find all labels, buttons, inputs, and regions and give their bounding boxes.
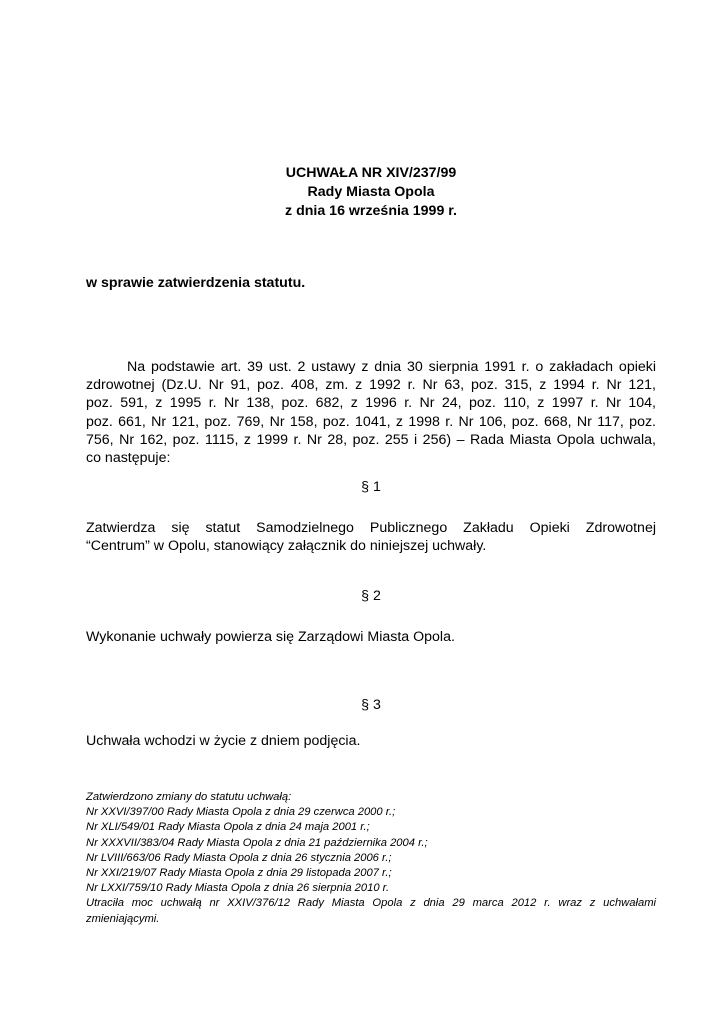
paragraph-1-line: Zatwierdza się statut Samodzielnego Publicznego Zakładu Opieki Zdrowotnej (86, 520, 656, 536)
resolution-number: UCHWAŁA NR XIV/237/99 (285, 165, 457, 181)
legal-basis (86, 358, 656, 467)
paragraph-2-sign: § 2 (361, 588, 381, 604)
paragraph-3-sign: § 3 (361, 697, 381, 713)
legal-basis-line: poz. 591, z 1995 r. Nr 138, poz. 682, z 1996 r. Nr 24, poz. 110, z 1997 r. Nr 104, (86, 395, 656, 412)
resolution-subject: w sprawie zatwierdzenia statutu. (86, 275, 306, 291)
legal-basis-line: co następuje: (86, 450, 171, 467)
legal-basis-line: zdrowotnej (Dz.U. Nr 91, poz. 408, zm. z 1992 r. Nr 63, poz. 315, z 1994 r. Nr 121, (86, 377, 656, 394)
paragraph-3-text (86, 732, 656, 750)
council-name: Rady Miasta Opola (307, 184, 435, 200)
legal-basis-line: 756, Nr 162, poz. 1115, z 1999 r. Nr 28, poz. 255 i 256) – Rada Miasta Opola uchwala, (86, 431, 656, 448)
paragraph-3-line: Uchwała wchodzi w życie z dniem podjęcia. (86, 733, 361, 749)
paragraph-1-line: “Centrum” w Opolu, stanowiący załącznik do niniejszej uchwały. (86, 538, 487, 555)
amendment-item: Nr LVIII/663/06 Rady Miasta Opola z dnia 26 stycznia 2006 r.; (86, 851, 392, 864)
paragraph-2-text (86, 628, 656, 646)
amendments-heading: Zatwierdzono zmiany do statutu uchwałą: (86, 791, 292, 803)
repeal-note-end: zmieniającymi. (86, 912, 160, 925)
amendment-item: Nr XXXVII/383/04 Rady Miasta Opola z dnia 21 października 2004 r.; (86, 836, 428, 849)
legal-basis-line: poz. 661, Nr 121, poz. 769, Nr 158, poz. 1041, z 1998 r. Nr 106, poz. 668, Nr 117, poz. (86, 413, 656, 430)
repeal-note: Utraciła moc uchwałą nr XXIV/376/12 Rady Miasta Opola z dnia 29 marca 2012 r. wraz z uchwałami (86, 897, 656, 910)
amendment-item: Nr XXI/219/07 Rady Miasta Opola z dnia 29 listopada 2007 r.; (86, 867, 392, 880)
paragraph-2-line: Wykonanie uchwały powierza się Zarządowi Miasta Opola. (86, 629, 455, 645)
resolution-header (0, 164, 724, 221)
paragraph-1-text (86, 519, 656, 556)
amendment-item: Nr LXXI/759/10 Rady Miasta Opola z dnia 26 sierpnia 2010 r. (86, 882, 390, 895)
amendments-note (86, 790, 656, 927)
amendment-item: Nr XLI/549/01 Rady Miasta Opola z dnia 24 maja 2001 r.; (86, 821, 370, 834)
paragraph-1-sign: § 1 (361, 479, 381, 495)
resolution-date: z dnia 16 września 1999 r. (285, 203, 457, 219)
legal-basis-line: Na podstawie art. 39 ust. 2 ustawy z dnia 30 sierpnia 1991 r. o zakładach opieki (127, 359, 656, 375)
amendment-item: Nr XXVI/397/00 Rady Miasta Opola z dnia 29 czerwca 2000 r.; (86, 806, 396, 819)
